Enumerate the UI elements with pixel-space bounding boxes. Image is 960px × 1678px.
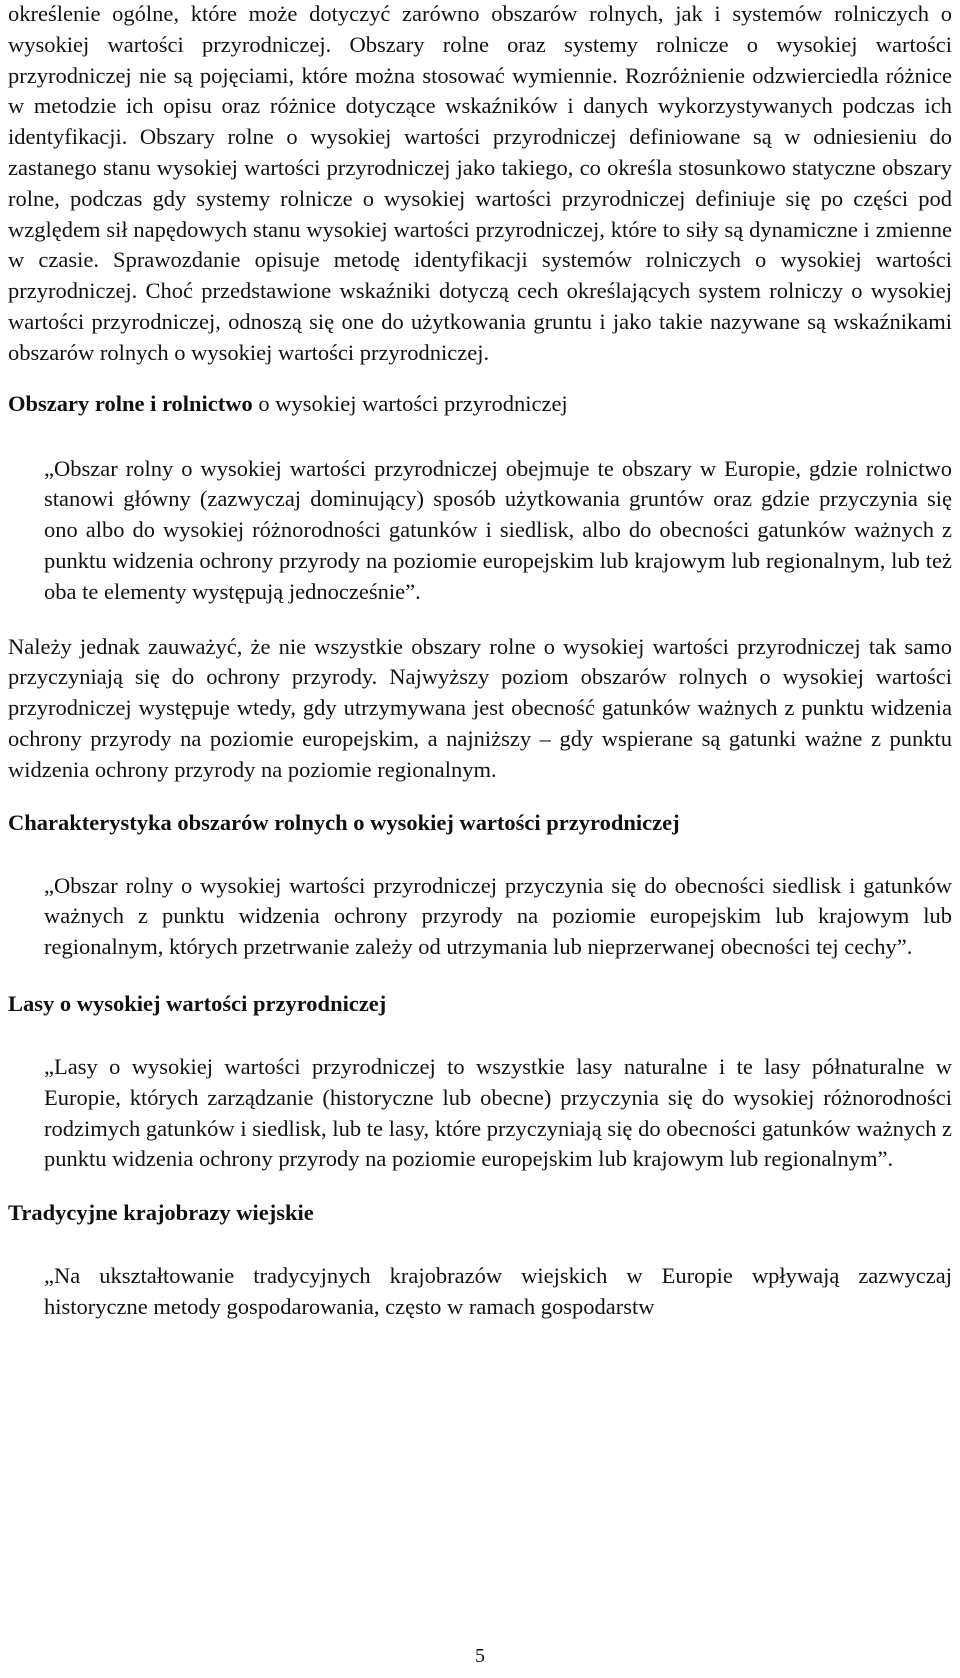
section-heading-rural-landscapes [8, 1198, 952, 1228]
section-heading-bold: Charakterystyka obszarów rolnych o wysokiej wartości przyrodniczej [8, 809, 680, 835]
definition-quote-forests: „Lasy o wysokiej wartości przyrodniczej to wszystkie lasy naturalne i te lasy półnaturalne w Europie, których zarządzanie (historyczne lub obecne) przyczynia się do wysokiej różnorodności rodzimych gatunków i siedlisk, lub te lasy, które przyczyniają się do obecności gatunków ważnych z punktu widzenia ochrony przyrody na poziomie europejskim lub krajowym lub regionalnym”. [44, 1053, 952, 1172]
definition-quote-farmland: „Obszar rolny o wysokiej wartości przyrodniczej obejmuje te obszary w Europie, gdzie rolnictwo stanowi główny (zazwyczaj dominujący) sposób użytkowania gruntów oraz gdzie przyczynia się ono albo do wysokiej różnorodności gatunków i siedlisk, albo do obecności gatunków ważnych z punktu widzenia ochrony przyrody na poziomie europejskim lub krajowym lub regionalnym, lub też oba te elementy występują jednocześnie”. [44, 455, 952, 604]
section-heading-forests [8, 989, 952, 1019]
section-heading-bold: Lasy o wysokiej wartości przyrodniczej [8, 990, 387, 1016]
section-heading-bold: Tradycyjne krajobrazy wiejskie [8, 1200, 314, 1226]
definition-quote-landscapes: „Na ukształtowanie tradycyjnych krajobrazów wiejskich w Europie wpływają zazwyczaj historyczne metody gospodarowania, często w ramach gospodarstw [44, 1263, 952, 1319]
intro-paragraph: określenie ogólne, które może dotyczyć zarówno obszarów rolnych, jak i systemów rolniczych o wysokiej wartości przyrodniczej. Obszary rolne oraz systemy rolnicze o wysokiej wartości przyrodniczej nie są pojęciami, które można stosować wymiennie. Rozróżnienie odzwierciedla różnice w metodzie ich opisu oraz różnice dotyczące wskaźników i danych wykorzystywanych podczas ich identyfikacji. Obszary rolne o wysokiej wartości przyrodniczej definiowane są w odniesieniu do zastanego stanu wysokiej wartości przyrodniczej jako takiego, co określa stosunkowo statyczne obszary rolne, podczas gdy systemy rolnicze o wysokiej wartości przyrodniczej definiuje się po części pod względem sił napędowych stanu wysokiej wartości przyrodniczej, które to siły są dynamiczne i zmienne w czasie. Sprawozdanie opisuje metodę identyfikacji systemów rolniczych o wysokiej wartości przyrodniczej. Choć przedstawione wskaźniki dotyczą cech określających system rolniczy o wysokiej wartości przyrodniczej, odnoszą się one do użytkowania gruntu i jako takie nazywane są wskaźnikami obszarów rolnych o wysokiej wartości przyrodniczej. [8, 1, 952, 365]
page-number: 5 [475, 1645, 485, 1667]
section-heading-rest: o wysokiej wartości przyrodniczej [252, 390, 568, 416]
definition-quote-characteristics: „Obszar rolny o wysokiej wartości przyrodniczej przyczynia się do obecności siedlisk i gatunków ważnych z punktu widzenia ochrony przyrody na poziomie europejskim lub krajowym lub regionalnym, których przetrwanie zależy od utrzymania lub nieprzerwanej obecności tej cechy”. [44, 872, 952, 960]
section-heading-bold: Obszary rolne i rolnictwo [8, 390, 253, 416]
note-paragraph: Należy jednak zauważyć, że nie wszystkie obszary rolne o wysokiej wartości przyrodniczej tak samo przyczyniają się do ochrony przyrody. Najwyższy poziom obszarów rolnych o wysokiej wartości przyrodniczej występuje wtedy, gdy utrzymywana jest obecność gatunków ważnych z punktu widzenia ochrony przyrody na poziomie europejskim, a najniższy – gdy wspierane są gatunki ważne z punktu widzenia ochrony przyrody na poziomie regionalnym. [8, 633, 952, 782]
section-heading-high-nature-value-farming [8, 389, 952, 419]
section-heading-farmland-characteristics [8, 808, 952, 838]
document-page [8, 0, 952, 1323]
